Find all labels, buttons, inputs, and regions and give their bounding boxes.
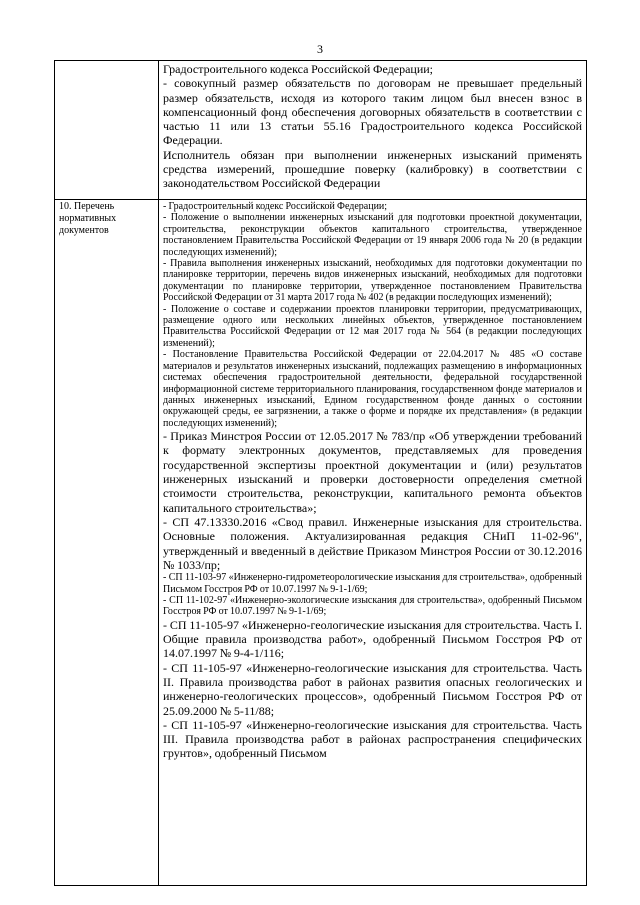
list-item: - СП 11-105-97 «Инженерно-геологические изыскания для строительства. Часть I. Общие правила производства работ», одобренный Письмом Госстроя РФ от 14.07.1997 № 9-4-1/116; bbox=[163, 617, 582, 661]
table-row bbox=[55, 200, 587, 886]
list-item: - СП 11-105-97 «Инженерно-геологические изыскания для строительства. Часть II. Правила производства работ в районах развития опасных геологических и инженерно-геологических процессов», одобренный Письмом Госстроя РФ от 25.09.2000 № 5-11/88; bbox=[163, 660, 582, 718]
list-item: - Положение о составе и содержании проектов планировки территории, предусматривающих, размещение одного или нескольких линейных объектов, утвержденное постановлением Правительства Российской Федерации от 12 мая 2017 года № 564 (в редакции последующих изменений); bbox=[163, 303, 582, 349]
list-item: - Положение о выполнении инженерных изысканий для подготовки проектной документации, строительства, реконструкции объектов капитального строительства, утвержденное постановлением Правительства Российской Федерации от 19 января 2006 года № 20 (в редакции последующих изменений); bbox=[163, 212, 582, 258]
list-item: - СП 11-103-97 «Инженерно-гидрометеорологические изыскания для строительства», одобренный Письмом Госстроя РФ от 10.07.1997 № 9-1-1/69; bbox=[163, 572, 582, 595]
list-item: - Правила выполнения инженерных изысканий, необходимых для подготовки документации по планировке территории, перечень видов инженерных изысканий, необходимых для подготовки документации по планировке территории, утвержденное постановлением Правительства Российской Федерации от 31 марта 2017 года № 402 (в редакции последующих изменений); bbox=[163, 258, 582, 304]
page-number: 3 bbox=[317, 42, 323, 56]
list-item: - Градостроительный кодекс Российской Федерации; bbox=[163, 201, 388, 212]
list-item: - СП 11-102-97 «Инженерно-экологические изыскания для строительства», одобренный Письмом Госстроя РФ от 10.07.1997 № 9-1-1/69; bbox=[163, 594, 582, 618]
row-label-cell: 10. Перечень нормативных документов bbox=[55, 200, 159, 886]
row-content-cell bbox=[159, 61, 587, 200]
row-content-cell bbox=[159, 200, 587, 886]
row-label-cell bbox=[55, 61, 159, 200]
table-row bbox=[55, 61, 587, 200]
list-item: - Приказ Минстроя России от 12.05.2017 № 783/пр «Об утверждении требований к формату электронных документов, представляемых для проведения государственной экспертизы проектной документации и (или) результатов инженерных изысканий и проверки достоверности определения сметной стоимости строительства, реконструкции, капитального ремонта объектов капитального строительства»; bbox=[163, 429, 582, 515]
list-item: - Постановление Правительства Российской Федерации от 22.04.2017 № 485 «О составе материалов и результатов инженерных изысканий, подлежащих размещению в информационных системах обеспечения градостроительной деятельности, федеральной государственной информационной системе территориального планирования, государственном фонде материалов и данных инженерных изысканий, Едином государственном фонде данных о состоянии окружающей среды, ее загрязнении, а также о форме и порядке их представления» (в редакции последующих изменений); bbox=[163, 349, 582, 429]
paragraph: Градостроительного кодекса Российской Федерации; bbox=[163, 62, 434, 76]
list-item: - СП 11-105-97 «Инженерно-геологические изыскания для строительства. Часть III. Правила производства работ в районах распространения специфических грунтов», одобренный Письмом bbox=[163, 717, 582, 761]
requirements-table bbox=[54, 60, 587, 886]
paragraph: Исполнитель обязан при выполнении инженерных изысканий применять средства измерений, прошедшие поверку (калибровку) в соответствии с законодательством Российской Федерации bbox=[163, 147, 582, 191]
paragraph: - совокупный размер обязательств по договорам не превышает предельный размер обязательств, исходя из которого таким лицом был внесен взнос в компенсационный фонд обеспечения договорных обязательств в соответствии с частью 11 или 13 статьи 55.16 Градостроительного кодекса Российской Федерации. bbox=[163, 76, 582, 148]
list-item: - СП 47.13330.2016 «Свод правил. Инженерные изыскания для строительства. Основные положения. Актуализированная редакция СНиП 11-02-96", утвержденный и введенный в действие Приказом Минстроя России от 30.12.2016 № 1033/пр; bbox=[163, 514, 582, 572]
